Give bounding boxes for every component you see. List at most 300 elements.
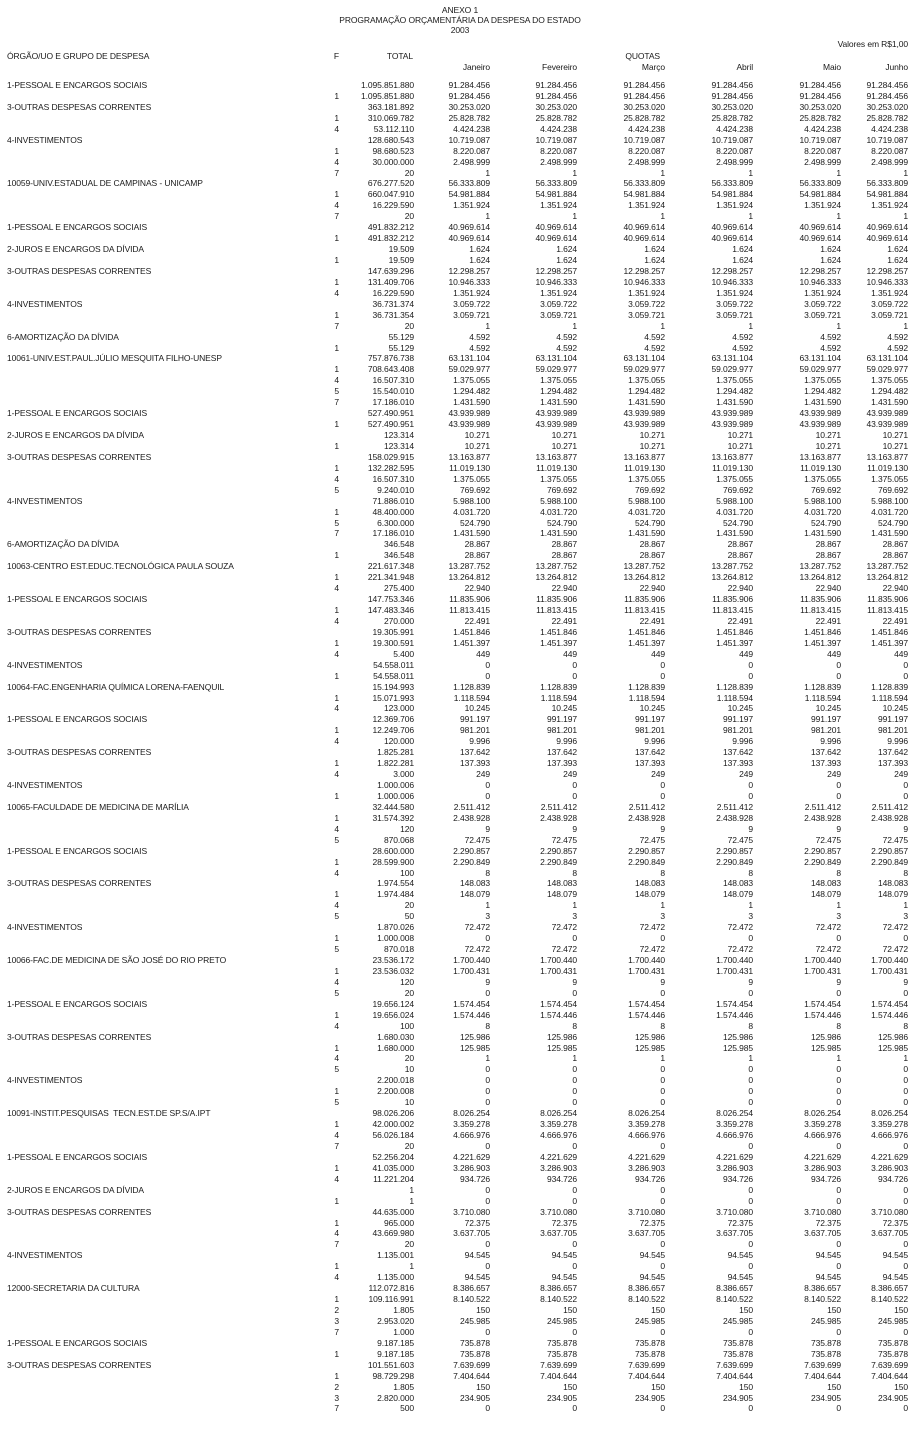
fonte-code: 4	[334, 900, 339, 911]
total-value: 16.507.310	[372, 375, 414, 386]
total-value: 147.483.346	[367, 605, 414, 615]
table-row-group	[0, 846, 913, 857]
col-header-marco: Março	[641, 62, 665, 72]
month-value-abril: 1.431.590	[716, 528, 753, 539]
month-value-marco: 150	[651, 1381, 665, 1392]
month-value-marco: 991.197	[634, 714, 665, 725]
total-value: 123.314	[383, 430, 414, 440]
fonte-code	[332, 846, 339, 857]
month-value-janeiro: 43.939.989	[448, 408, 490, 419]
month-value-janeiro: 981.201	[459, 725, 490, 736]
month-value-janeiro: 8.386.657	[453, 1283, 490, 1294]
month-value-maio: 0	[836, 790, 841, 801]
month-value-marco: 9	[660, 976, 665, 987]
month-value-junho: 0	[903, 1184, 908, 1195]
month-value-maio: 10.946.333	[799, 276, 841, 287]
month-value-junho: 125.986	[877, 1031, 908, 1042]
annex-title: ANEXO 1	[441, 5, 479, 15]
fonte-code: 4	[334, 1053, 339, 1064]
month-value-junho: 9	[903, 976, 908, 987]
month-value-fevereiro: 1.451.397	[540, 637, 577, 648]
month-value-janeiro: 4.031.720	[453, 506, 490, 517]
month-value-janeiro: 1.128.839	[453, 681, 490, 692]
col-header-maio: Maio	[822, 62, 841, 72]
month-value-abril: 8.220.087	[716, 145, 753, 156]
month-value-marco: 3.059.721	[628, 309, 665, 320]
month-value-junho: 72.475	[882, 834, 908, 845]
month-value-marco: 1.624	[644, 255, 665, 265]
month-value-fevereiro: 1.351.924	[540, 287, 577, 298]
month-value-junho: 8	[903, 1020, 908, 1031]
month-value-junho: 11.019.130	[867, 462, 908, 473]
fonte-code	[332, 1338, 339, 1349]
total-value: 15.540.010	[372, 386, 414, 397]
month-value-marco: 4.424.238	[628, 123, 665, 134]
row-label	[7, 550, 332, 561]
month-value-junho: 28.867	[882, 539, 908, 550]
month-value-abril: 40.969.614	[711, 222, 753, 233]
month-value-abril: 1.128.839	[716, 681, 753, 692]
month-value-marco: 11.813.415	[624, 605, 665, 615]
month-value-abril: 4.424.238	[716, 123, 753, 134]
month-value-marco: 2.290.857	[628, 845, 665, 856]
total-value: 1.870.026	[377, 922, 414, 933]
fonte-code: 1	[334, 1348, 339, 1359]
month-value-junho: 1.351.924	[871, 287, 908, 298]
row-label	[7, 616, 332, 627]
spacer	[665, 51, 753, 61]
fonte-code: 4	[334, 583, 339, 594]
table-row-fonte	[0, 189, 913, 200]
table-row-fonte	[0, 124, 913, 135]
month-value-marco: 1.451.397	[628, 637, 665, 648]
fonte-code: 1	[334, 189, 339, 200]
table-row-fonte	[0, 277, 913, 288]
month-value-fevereiro: 769.692	[546, 484, 577, 495]
month-value-marco: 3.359.278	[628, 1119, 665, 1130]
month-value-maio: 8.386.657	[804, 1283, 841, 1294]
row-label	[7, 889, 332, 900]
month-value-maio: 0	[836, 659, 841, 670]
row-label	[7, 1163, 332, 1174]
month-value-maio: 0	[836, 1097, 841, 1108]
total-value: 28.600.000	[372, 845, 414, 856]
month-value-marco: 8.220.087	[628, 145, 665, 156]
table-row-group	[0, 747, 913, 758]
row-label: 3-OUTRAS DESPESAS CORRENTES	[7, 1206, 152, 1217]
total-value: 20	[404, 987, 414, 998]
fonte-code: 7	[334, 320, 339, 331]
fonte-code	[332, 1152, 339, 1163]
month-value-junho: 1.700.431	[871, 965, 908, 976]
row-label	[7, 1316, 332, 1327]
month-value-abril: 3.710.080	[716, 1206, 753, 1217]
table-row-group	[0, 922, 913, 933]
row-label	[7, 1064, 332, 1075]
month-value-janeiro: 40.969.614	[448, 233, 490, 244]
row-label: 3-OUTRAS DESPESAS CORRENTES	[7, 747, 152, 758]
table-row-fonte	[0, 736, 913, 747]
month-value-fevereiro: 10.271	[551, 440, 577, 451]
month-value-janeiro: 0	[485, 1064, 490, 1075]
total-value: 2.953.020	[377, 1315, 414, 1326]
total-value: 98.729.298	[372, 1370, 414, 1381]
month-value-junho: 0	[903, 1261, 908, 1272]
table-row-fonte	[0, 1228, 913, 1239]
table-row-fonte	[0, 419, 913, 430]
month-value-junho: 1.431.590	[871, 397, 908, 408]
table-row-fonte	[0, 1141, 913, 1152]
month-value-janeiro: 3.637.705	[453, 1228, 490, 1239]
month-value-maio: 137.642	[810, 747, 841, 758]
row-label	[7, 375, 332, 386]
month-value-marco: 3.059.722	[628, 298, 665, 309]
month-value-junho: 769.692	[877, 484, 908, 495]
month-value-maio: 1.624	[820, 255, 841, 265]
month-value-fevereiro: 735.878	[546, 1337, 577, 1348]
fonte-code: 7	[334, 528, 339, 539]
total-value: 1.000.008	[377, 933, 414, 944]
fonte-code: 4	[334, 867, 339, 878]
table-row-group	[0, 780, 913, 791]
month-value-fevereiro: 249	[563, 769, 577, 780]
total-value: 147.753.346	[367, 594, 414, 605]
table-row-fonte	[0, 463, 913, 474]
month-value-janeiro: 1.624	[469, 255, 490, 265]
total-value: 71.886.010	[372, 495, 414, 506]
fonte-code: 1	[334, 1294, 339, 1305]
month-value-abril: 1.700.431	[716, 965, 753, 976]
month-value-maio: 12.298.257	[799, 265, 841, 276]
month-value-maio: 1.375.055	[804, 375, 841, 386]
table-row-fonte	[0, 605, 913, 616]
month-value-junho: 9.996	[887, 736, 908, 747]
fonte-code	[332, 999, 339, 1010]
fonte-code	[332, 955, 339, 966]
month-value-janeiro: 72.472	[464, 944, 490, 955]
row-label: 6-AMORTIZAÇÃO DA DÍVIDA	[7, 539, 119, 550]
col-header-fonte: F	[333, 51, 339, 61]
month-value-maio: 1.574.446	[804, 1009, 841, 1020]
month-value-abril: 43.939.989	[711, 408, 753, 419]
month-value-junho: 1.375.055	[871, 473, 908, 484]
table-row-fonte	[0, 507, 913, 518]
month-value-marco: 11.019.130	[624, 462, 665, 473]
month-value-fevereiro: 150	[563, 1381, 577, 1392]
month-value-janeiro: 2.290.849	[453, 856, 490, 867]
month-value-marco: 4.592	[644, 342, 665, 353]
row-label: 10064-FAC.ENGENHARIA QUÍMICA LORENA-FAENQUIL	[7, 681, 225, 692]
month-value-abril: 1	[748, 900, 753, 911]
month-value-janeiro: 8	[485, 867, 490, 878]
fonte-code: 4	[334, 648, 339, 659]
table-row-group	[0, 1250, 913, 1261]
month-value-janeiro: 4.592	[469, 331, 490, 342]
total-value: 43.669.980	[372, 1228, 414, 1239]
month-value-janeiro: 2.438.928	[453, 812, 490, 823]
total-value: 36.731.354	[372, 309, 414, 320]
month-value-janeiro: 3	[485, 911, 490, 922]
month-value-marco: 1.375.055	[628, 473, 665, 484]
table-row-group	[0, 1108, 913, 1119]
month-value-fevereiro: 0	[572, 1195, 577, 1206]
month-value-abril: 4.666.976	[716, 1130, 753, 1140]
month-value-janeiro: 249	[476, 769, 490, 780]
row-label: 3-OUTRAS DESPESAS CORRENTES	[7, 451, 152, 462]
month-value-junho: 0	[903, 790, 908, 801]
month-value-janeiro: 8.140.522	[453, 1294, 490, 1305]
row-label: 1-PESSOAL E ENCARGOS SOCIAIS	[7, 1151, 148, 1162]
month-value-marco: 22.940	[639, 583, 665, 594]
table-row-fonte	[0, 693, 913, 704]
month-value-junho: 0	[903, 933, 908, 944]
month-value-maio: 1	[836, 211, 841, 222]
table-row-fonte	[0, 1196, 913, 1207]
month-value-marco: 3.286.903	[628, 1162, 665, 1173]
row-label: 1-PESSOAL E ENCARGOS SOCIAIS	[7, 594, 148, 605]
month-value-abril: 2.290.857	[716, 845, 753, 856]
table-row-group	[0, 1185, 913, 1196]
table-row-fonte	[0, 889, 913, 900]
month-value-fevereiro: 4.031.720	[540, 506, 577, 517]
month-value-abril: 10.719.087	[711, 134, 753, 145]
total-value: 98.680.523	[372, 145, 414, 156]
month-value-maio: 4.221.629	[804, 1151, 841, 1162]
fonte-code: 5	[334, 987, 339, 998]
table-row-group	[0, 353, 913, 364]
month-value-junho: 10.245	[882, 703, 908, 714]
fonte-code: 1	[334, 1217, 339, 1228]
month-value-janeiro: 0	[485, 933, 490, 944]
total-value: 123.000	[383, 703, 414, 714]
month-value-marco: 54.981.884	[623, 189, 665, 200]
month-value-junho: 4.221.629	[871, 1151, 908, 1162]
month-value-janeiro: 0	[485, 1075, 490, 1086]
table-row-fonte	[0, 703, 913, 714]
month-value-marco: 769.692	[634, 484, 665, 495]
total-value: 20	[404, 1053, 414, 1064]
month-value-junho: 1.574.446	[871, 1009, 908, 1020]
month-value-maio: 0	[836, 1064, 841, 1075]
month-value-maio: 0	[836, 1326, 841, 1337]
total-value: 30.000.000	[372, 156, 414, 167]
month-value-janeiro: 1.351.924	[453, 200, 490, 211]
month-value-fevereiro: 1	[572, 320, 577, 331]
month-value-abril: 59.029.977	[711, 364, 753, 375]
month-value-abril: 249	[739, 769, 753, 780]
month-value-janeiro: 148.083	[459, 878, 490, 889]
month-value-abril: 43.939.989	[711, 419, 753, 430]
month-value-junho: 72.472	[882, 922, 908, 933]
total-value: 9.187.185	[377, 1348, 414, 1359]
month-value-maio: 91.284.456	[799, 90, 841, 101]
fonte-code: 7	[334, 1326, 339, 1337]
month-value-janeiro: 1.351.924	[453, 287, 490, 298]
month-value-junho: 0	[903, 1064, 908, 1075]
total-value: 1.135.000	[377, 1272, 414, 1283]
month-value-abril: 3.059.721	[716, 309, 753, 320]
month-value-fevereiro: 25.828.782	[535, 112, 577, 123]
month-value-abril: 0	[748, 987, 753, 998]
table-row-group	[0, 430, 913, 441]
month-value-janeiro: 234.905	[459, 1392, 490, 1403]
month-value-marco: 9	[660, 823, 665, 834]
table-row-fonte	[0, 1239, 913, 1250]
month-value-fevereiro: 11.813.415	[536, 605, 577, 615]
fonte-code	[332, 594, 339, 605]
table-row-group	[0, 682, 913, 693]
fonte-code: 2	[334, 1305, 339, 1315]
month-value-abril: 125.986	[722, 1031, 753, 1042]
month-value-maio: 150	[827, 1381, 841, 1392]
month-value-abril: 9	[748, 823, 753, 834]
month-value-janeiro: 40.969.614	[448, 222, 490, 233]
month-value-maio: 94.545	[815, 1272, 841, 1283]
total-value: 19.509	[388, 255, 414, 265]
month-value-abril: 7.639.699	[716, 1359, 753, 1370]
month-value-maio: 3.059.722	[804, 298, 841, 309]
fonte-code	[332, 1207, 339, 1218]
row-label: 1-PESSOAL E ENCARGOS SOCIAIS	[7, 222, 148, 233]
month-value-maio: 0	[836, 1140, 841, 1151]
table-row-group	[0, 1360, 913, 1371]
total-value: 17.186.010	[372, 528, 414, 539]
month-value-junho: 43.939.989	[866, 419, 908, 430]
table-row-fonte	[0, 200, 913, 211]
month-value-junho: 11.835.906	[867, 594, 908, 605]
total-value: 9.187.185	[377, 1337, 414, 1348]
month-value-fevereiro: 3.359.278	[540, 1119, 577, 1130]
month-value-fevereiro: 3.059.722	[540, 298, 577, 309]
month-value-junho: 148.079	[877, 889, 908, 900]
month-value-maio: 1.451.846	[804, 626, 841, 637]
month-value-maio: 3.710.080	[804, 1206, 841, 1217]
month-value-maio: 7.404.644	[804, 1370, 841, 1381]
month-value-marco: 735.878	[634, 1337, 665, 1348]
row-label	[7, 1393, 332, 1404]
month-value-marco: 0	[660, 1075, 665, 1086]
total-value: 1	[409, 1184, 414, 1195]
month-value-maio: 2.511.412	[804, 801, 841, 812]
table-row-group	[0, 266, 913, 277]
fonte-code: 4	[334, 473, 339, 484]
month-value-fevereiro: 0	[572, 987, 577, 998]
month-value-maio: 13.163.877	[799, 451, 841, 462]
total-value: 42.000.002	[372, 1119, 414, 1130]
row-label: 4-INVESTIMENTOS	[7, 1075, 83, 1086]
month-value-fevereiro: 8.386.657	[540, 1283, 577, 1294]
month-value-janeiro: 137.642	[459, 747, 490, 758]
month-value-janeiro: 1.574.454	[453, 998, 490, 1009]
fonte-code: 1	[334, 462, 339, 473]
total-value: 32.444.580	[372, 801, 414, 812]
month-value-junho: 10.719.087	[866, 134, 908, 145]
month-value-maio: 0	[836, 933, 841, 944]
month-value-marco: 1	[660, 320, 665, 331]
month-value-janeiro: 1.451.846	[453, 626, 490, 637]
table-row-group	[0, 1283, 913, 1294]
fonte-code	[332, 1360, 339, 1371]
month-value-janeiro: 30.253.020	[448, 101, 490, 112]
month-value-fevereiro: 1.375.055	[540, 473, 577, 484]
month-value-fevereiro: 0	[572, 1086, 577, 1097]
month-value-abril: 56.333.809	[711, 178, 753, 189]
fonte-code: 1	[334, 506, 339, 517]
month-value-junho: 3.637.705	[871, 1228, 908, 1239]
table-row-fonte	[0, 343, 913, 354]
total-value: 965.000	[383, 1217, 414, 1228]
month-value-fevereiro: 1.118.594	[540, 692, 577, 703]
month-value-junho: 22.940	[882, 583, 908, 594]
table-row-group	[0, 955, 913, 966]
month-value-maio: 991.197	[810, 714, 841, 725]
month-value-abril: 0	[748, 1239, 753, 1250]
month-value-janeiro: 0	[485, 1239, 490, 1250]
month-value-fevereiro: 43.939.989	[535, 408, 577, 419]
row-label	[7, 758, 332, 769]
month-value-fevereiro: 91.284.456	[535, 90, 577, 101]
month-value-junho: 1.294.482	[871, 386, 908, 397]
total-value: 676.277.520	[367, 178, 414, 189]
month-value-janeiro: 1	[485, 320, 490, 331]
month-value-junho: 91.284.456	[866, 80, 908, 90]
month-value-janeiro: 10.271	[464, 430, 490, 440]
row-label	[7, 988, 332, 999]
month-value-abril: 1.451.846	[716, 626, 753, 637]
month-value-marco: 25.828.782	[623, 112, 665, 123]
month-value-fevereiro: 1.700.440	[540, 955, 577, 965]
currency-note: Valores em R$1,00	[837, 39, 908, 49]
month-value-marco: 4.592	[644, 331, 665, 342]
month-value-abril: 0	[748, 1064, 753, 1075]
total-value: 2.820.000	[377, 1392, 414, 1403]
total-value: 11.221.204	[373, 1173, 414, 1184]
row-label	[7, 671, 332, 682]
month-value-junho: 991.197	[877, 714, 908, 725]
fonte-code: 5	[334, 911, 339, 922]
month-value-marco: 0	[660, 1097, 665, 1108]
month-value-junho: 72.472	[882, 944, 908, 955]
month-value-marco: 94.545	[639, 1272, 665, 1283]
month-value-junho: 3.710.080	[871, 1206, 908, 1217]
month-value-maio: 10.271	[815, 440, 841, 451]
month-value-junho: 1.624	[887, 255, 908, 265]
month-value-abril: 234.905	[722, 1392, 753, 1403]
month-value-abril: 7.404.644	[716, 1370, 753, 1381]
row-label	[7, 736, 332, 747]
month-value-marco: 0	[660, 987, 665, 998]
month-value-fevereiro: 2.511.412	[540, 801, 577, 812]
month-value-janeiro: 13.163.877	[448, 451, 490, 462]
month-value-marco: 0	[660, 933, 665, 944]
month-value-fevereiro: 72.475	[551, 834, 577, 845]
month-value-fevereiro: 2.438.928	[540, 812, 577, 823]
month-value-janeiro: 43.939.989	[448, 419, 490, 430]
total-value: 1	[409, 1195, 414, 1206]
col-header-janeiro: Janeiro	[462, 62, 490, 72]
fonte-code: 5	[334, 484, 339, 495]
month-value-marco: 234.905	[634, 1392, 665, 1403]
month-value-maio: 2.290.849	[804, 856, 841, 867]
total-value: 123.314	[383, 440, 414, 451]
row-label	[7, 977, 332, 988]
month-value-maio: 11.813.415	[800, 605, 841, 615]
month-value-fevereiro: 40.969.614	[535, 233, 577, 244]
month-value-junho: 2.498.999	[871, 156, 908, 167]
fonte-code: 5	[334, 944, 339, 955]
month-value-abril: 0	[748, 1195, 753, 1206]
month-value-abril: 4.592	[732, 331, 753, 342]
